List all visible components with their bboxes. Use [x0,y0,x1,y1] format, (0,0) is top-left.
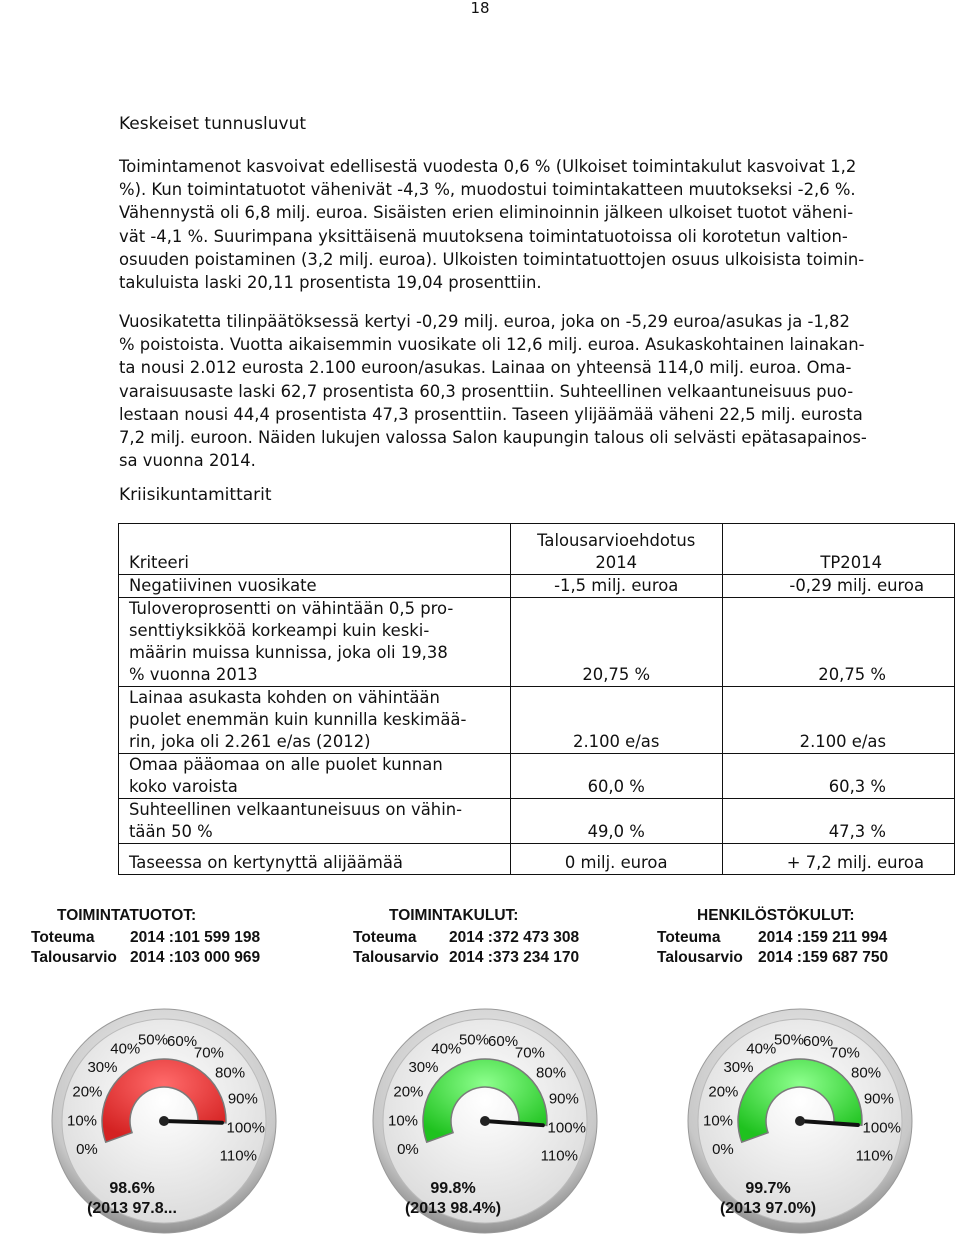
gauge-title: TOIMINTATUOTOT: [57,907,197,924]
gauge-tick-label: 50% [137,1031,168,1049]
gauge-prev-text: (2013 97.8... [87,1200,177,1217]
gauge-tick-label: 30% [87,1058,118,1076]
gauge-tick-label: 10% [387,1112,419,1130]
criteria-line: Negatiivinen vuosikate [129,576,317,595]
table-row [119,598,955,687]
table-row [119,799,955,844]
row-budget: 60,0 % [510,754,722,799]
row-actual: 47,3 % [722,799,954,844]
paragraph-line: lestaan nousi 44,4 prosentista 47,3 prosenttiin. Taseen ylijäämää väheni 22,5 milj. eurosta [119,404,863,424]
paragraph-line: Vuosikatetta tilinpäätöksessä kertyi -0,29 milj. euroa, joka on -5,29 euroa/asukas ja -1,82 [119,312,850,331]
criteria-line: määrin muissa kunnissa, joka oli 19,38 [129,643,448,662]
gauge-tick-label: 30% [408,1058,439,1076]
paragraph-annual-margin [119,310,949,472]
gauge-tick-label: 100% [226,1119,265,1137]
gauge-tick-label: 80% [215,1064,246,1082]
row-actual: -0,29 milj. euroa [722,575,954,598]
row-budget: 20,75 % [510,598,722,687]
gauge-tick-label: 20% [393,1083,424,1101]
criteria-line: Suhteellinen velkaantuneisuus on vähin- [129,800,463,819]
paragraph-line: osuuden poistaminen (3,2 milj. euroa). Ulkoisten toimintatuottojen osuus ulkoisista toimin- [119,249,865,269]
crisis-indicator-table [118,523,955,875]
criteria-line: tään 50 % [129,822,213,841]
paragraph-line: varaisuusaste laski 62,7 prosentista 60,3 prosenttiin. Suhteellinen velkaantuneisuus puo- [119,381,854,401]
gauge-value-text: 98.6% [109,1180,155,1197]
gauge-tick-label: 110% [219,1147,257,1165]
gauge-budget-label: Talousarvio [31,949,117,966]
gauge-operating-costs [325,905,650,1235]
gauge-dial [325,1003,625,1235]
gauge-tick-label: 40% [431,1040,462,1058]
table-row [119,687,955,754]
gauge-tick-label: 0% [712,1141,734,1159]
gauge-tick-label: 40% [746,1040,777,1058]
gauge-tick-label: 80% [851,1064,882,1082]
row-budget: 2.100 e/as [510,687,722,754]
gauge-tick-label: 60% [488,1033,519,1051]
gauge-actual-value: 2014 :372 473 308 [449,929,580,946]
criteria-line: senttiyksikköä korkeampi kuin keski- [129,621,430,640]
gauge-actual-label: Toteuma [657,929,721,946]
gauge-tick-label: 80% [536,1064,567,1082]
gauge-tick-label: 70% [829,1044,860,1062]
row-actual: 2.100 e/as [722,687,954,754]
paragraph-line: %). Kun toimintatuotot vähenivät -4,3 %, muodostui toimintakatteen muutokseksi -2,6 %. [119,180,856,200]
gauge-tick-label: 70% [514,1044,545,1062]
gauge-hub [480,1116,490,1126]
paragraph-line: Toimintamenot kasvoivat edellisestä vuodesta 0,6 % (Ulkoiset toimintakulut kasvoivat 1,2 [119,157,857,176]
section-title-key-figures: Keskeiset tunnusluvut [119,114,307,134]
gauge-tick-label: 110% [855,1147,893,1165]
criteria-line: Lainaa asukasta kohden on vähintään [129,688,440,707]
gauge-budget-row [353,949,580,967]
table-row [119,575,955,598]
gauge-budget-label: Talousarvio [657,949,743,966]
gauge-budget-value: 2014 :159 687 750 [758,949,889,966]
gauge-tick-label: 10% [66,1112,98,1130]
gauge-budget-value: 2014 :103 000 969 [130,949,261,966]
gauge-personnel-costs [640,905,960,1235]
criteria-line: koko varoista [129,777,238,796]
criteria-line: Tuloveroprosentti on vähintään 0,5 pro- [129,599,454,618]
row-budget: 0 milj. euroa [510,844,722,875]
gauge-tick-label: 90% [548,1090,579,1108]
paragraph-line: 7,2 milj. euroon. Näiden lukujen valossa Salon kaupungin talous oli selvästi epätasapainos- [119,428,867,448]
gauge-tick-label: 110% [540,1147,578,1165]
gauge-tick-label: 100% [547,1119,586,1137]
row-criteria [119,575,511,598]
gauge-actual-row [353,929,580,947]
paragraph-line: takuluista laski 20,11 prosentista 19,04 prosenttiin. [119,273,542,293]
gauge-tick-label: 60% [803,1033,834,1051]
row-criteria [119,598,511,687]
paragraph-operating-costs [119,155,949,294]
gauge-dial [4,1003,304,1235]
gauge-tick-label: 30% [723,1058,754,1076]
header-budget-line2: 2014 [595,553,638,572]
row-criteria [119,687,511,754]
gauge-tick-label: 40% [110,1040,141,1058]
header-criteria: Kriteeri [119,524,511,575]
gauge-tick-label: 10% [702,1112,734,1130]
criteria-line: Taseessa on kertynyttä alijäämää [129,853,403,872]
header-budget [510,524,722,575]
gauge-value-text: 99.8% [430,1180,476,1197]
gauge-tick-label: 70% [193,1044,224,1062]
gauge-budget-row [31,949,261,967]
header-budget-line1: Talousarvioehdotus [537,531,696,550]
gauge-title: HENKILÖSTÖKULUT: [697,907,855,924]
gauge-budget-label: Talousarvio [353,949,439,966]
table-row [119,754,955,799]
gauge-tick-label: 60% [167,1033,198,1051]
gauge-actual-value: 2014 :159 211 994 [758,929,888,946]
section-title-crisis-indicators: Kriisikuntamittarit [119,485,272,505]
criteria-line: Omaa pääomaa on alle puolet kunnan [129,755,443,774]
row-budget: 49,0 % [510,799,722,844]
paragraph-line: ta nousi 2.012 eurosta 2.100 euroon/asukas. Lainaa on yhteensä 114,0 milj. euroa. Oma- [119,358,852,378]
row-budget: -1,5 milj. euroa [510,575,722,598]
gauge-hub [159,1116,169,1126]
paragraph-line: vät -4,1 %. Suurimpana yksittäisenä muutoksena toimintatuotoissa oli korotetun valtion- [119,226,848,246]
criteria-line: puolet enemmän kuin kunnilla keskimää- [129,710,467,729]
gauge-dial [640,1003,940,1235]
gauge-tick-label: 90% [863,1090,894,1108]
table-row [119,844,955,875]
criteria-line: rin, joka oli 2.261 e/as (2012) [129,732,371,751]
gauge-tick-label: 20% [708,1083,739,1101]
page-number: 18 [470,0,490,17]
gauge-tick-label: 50% [458,1031,489,1049]
gauge-budget-value: 2014 :373 234 170 [449,949,580,966]
row-actual: 60,3 % [722,754,954,799]
row-criteria [119,754,511,799]
gauge-operating-income [4,905,329,1235]
paragraph-line: Vähennystä oli 6,8 milj. euroa. Sisäisten erien eliminoinnin jälkeen ulkoiset tuotot väheni- [119,203,854,223]
paragraph-line: sa vuonna 2014. [119,451,256,471]
row-actual: 20,75 % [722,598,954,687]
row-criteria [119,844,511,875]
paragraph-line: % poistoista. Vuotta aikaisemmin vuosikate oli 12,6 milj. euroa. Asukaskohtainen lainakan- [119,335,865,355]
gauge-actual-label: Toteuma [31,929,95,946]
gauge-tick-label: 50% [773,1031,804,1049]
gauge-tick-label: 100% [862,1119,901,1137]
gauge-title: TOIMINTAKULUT: [389,907,519,924]
row-criteria [119,799,511,844]
gauge-budget-row [657,949,889,967]
gauge-actual-row [31,929,261,947]
gauge-actual-value: 2014 :101 599 198 [130,929,261,946]
table-header-row [119,524,955,575]
gauge-prev-text: (2013 98.4%) [404,1200,502,1217]
gauge-value-text: 99.7% [745,1180,791,1197]
row-actual: + 7,2 milj. euroa [722,844,954,875]
header-actual: TP2014 [722,524,954,575]
criteria-line: % vuonna 2013 [129,665,258,684]
gauge-needle [164,1121,222,1123]
gauge-tick-label: 90% [227,1090,258,1108]
gauge-prev-text: (2013 97.0%) [719,1200,817,1217]
gauge-actual-label: Toteuma [353,929,417,946]
gauge-tick-label: 20% [72,1083,103,1101]
gauge-hub [795,1116,805,1126]
gauge-tick-label: 0% [397,1141,419,1159]
gauge-actual-row [657,929,888,947]
gauge-tick-label: 0% [76,1141,98,1159]
